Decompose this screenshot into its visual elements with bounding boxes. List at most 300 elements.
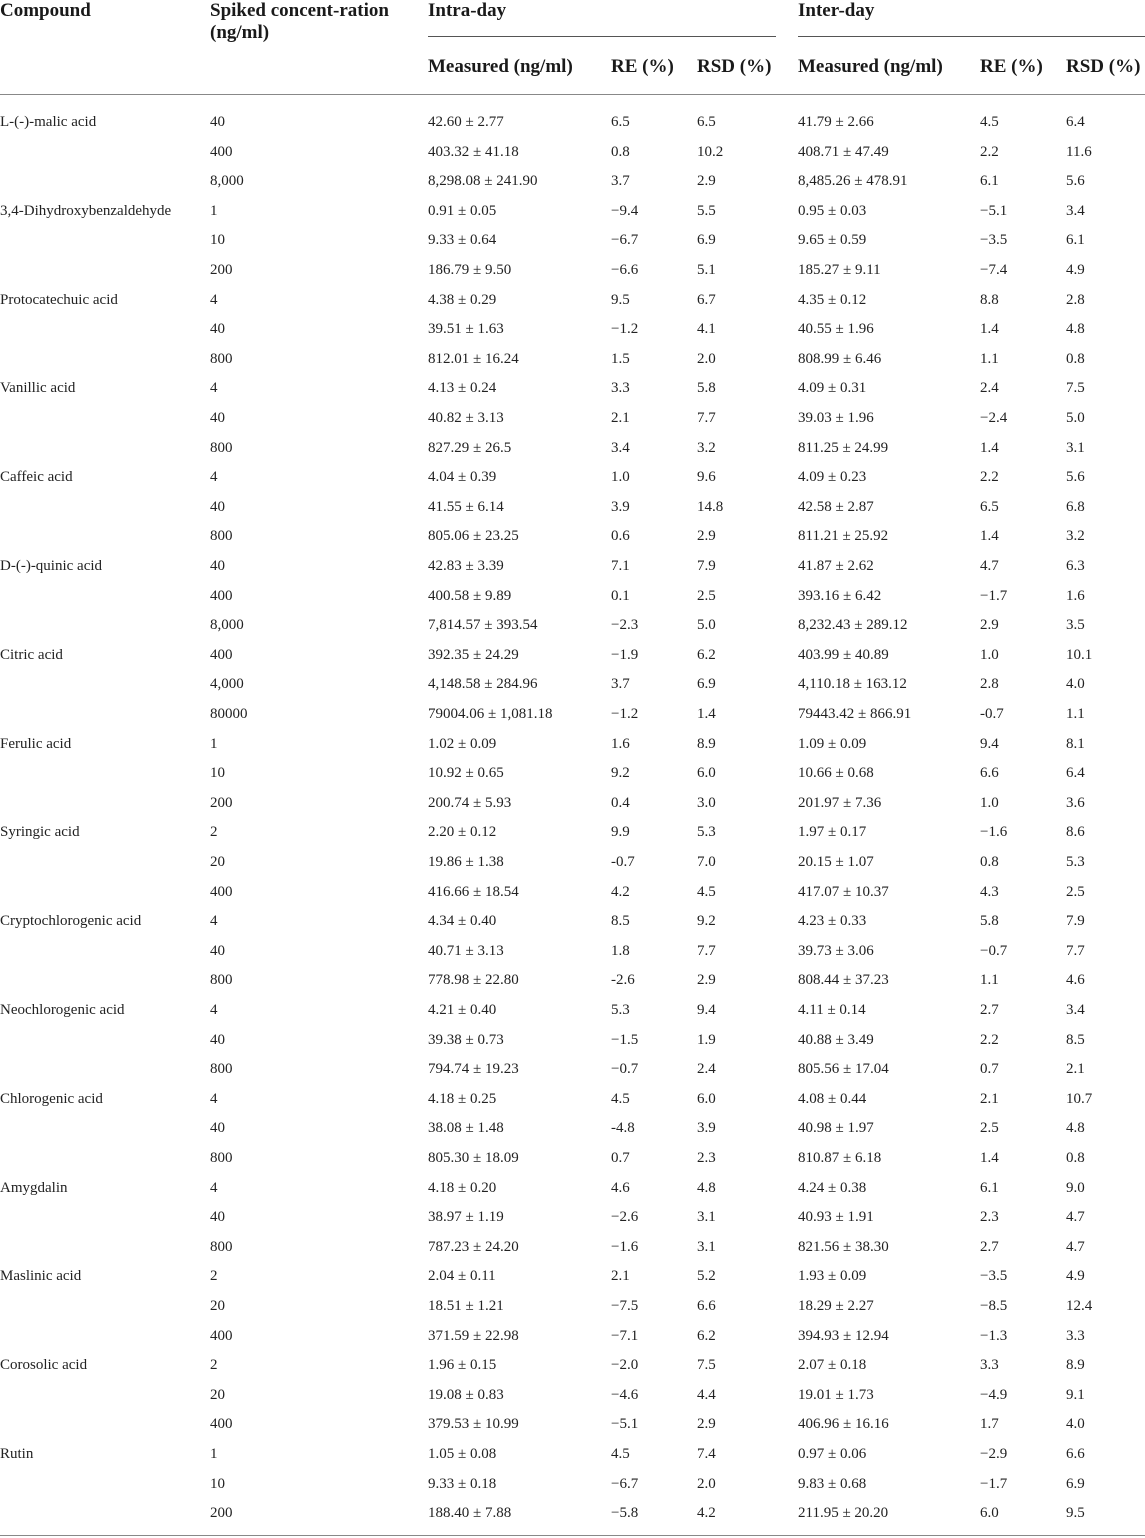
- intra-measured-cell: 38.08 ± 1.48: [428, 1120, 504, 1137]
- inter-rsd-cell: 4.9: [1066, 1268, 1085, 1285]
- inter-measured-cell: 39.03 ± 1.96: [798, 410, 874, 426]
- table-row: [0, 942, 1145, 972]
- inter-re-cell: −3.5: [980, 1268, 1008, 1285]
- table-row: [0, 1031, 1145, 1061]
- inter-measured-cell: 9.83 ± 0.68: [798, 1475, 867, 1492]
- inter-rsd-cell: 7.7: [1066, 942, 1085, 959]
- intra-rsd-cell: 2.9: [697, 173, 716, 190]
- inter-re-cell: 6.5: [980, 498, 999, 515]
- concentration-cell: 400: [210, 1327, 233, 1344]
- compound-cell: 3,4-Dihydroxybenzaldehyde: [0, 202, 172, 219]
- table-row: [0, 113, 1145, 143]
- inter-measured-cell: 8,232.43 ± 289.12: [798, 617, 908, 634]
- inter-re-cell: 1.0: [980, 646, 999, 663]
- intra-measured-cell: 4.21 ± 0.40: [428, 1002, 497, 1018]
- inter-measured-cell: 808.44 ± 37.23: [798, 972, 889, 989]
- inter-re-cell: 4.7: [980, 558, 999, 574]
- intra-measured-cell: 0.91 ± 0.05: [428, 202, 497, 219]
- inter-rsd-cell: 7.5: [1066, 380, 1085, 397]
- inter-re-cell: 2.2: [980, 143, 999, 160]
- inter-measured-cell: 408.71 ± 47.49: [798, 143, 889, 160]
- inter-re-cell: −2.4: [980, 410, 1008, 426]
- table-row: [0, 291, 1145, 321]
- inter-re-cell: 6.1: [980, 173, 999, 190]
- compound-cell: Syringic acid: [0, 824, 80, 841]
- inter-measured-cell: 2.07 ± 0.18: [798, 1357, 867, 1374]
- inter-re-cell: 1.1: [980, 972, 999, 989]
- table-row: [0, 971, 1145, 1001]
- intra-re-cell: -2.6: [611, 972, 635, 989]
- inter-re-cell: 4.3: [980, 883, 999, 900]
- intra-rsd-cell: 3.1: [697, 1238, 716, 1255]
- inter-rsd-cell: 4.7: [1066, 1209, 1085, 1226]
- inter-rsd-cell: 3.5: [1066, 617, 1085, 634]
- intra-re-cell: 1.5: [611, 350, 630, 367]
- concentration-cell: 400: [210, 587, 233, 604]
- concentration-cell: 200: [210, 1505, 233, 1522]
- inter-measured-cell: 811.21 ± 25.92: [798, 528, 889, 545]
- intra-rsd-cell: 6.9: [697, 676, 716, 693]
- intra-re-cell: 5.3: [611, 1002, 630, 1018]
- intra-measured-cell: 371.59 ± 22.98: [428, 1327, 519, 1344]
- table-row: [0, 350, 1145, 380]
- intra-rsd-cell: 2.9: [697, 972, 716, 989]
- intra-rsd-cell: 6.0: [697, 765, 716, 782]
- intra-rsd-cell: 5.2: [697, 1268, 716, 1285]
- intra-rsd-cell: 9.4: [697, 1002, 716, 1018]
- inter-measured-cell: 185.27 ± 9.11: [798, 262, 881, 278]
- inter-measured-cell: 808.99 ± 6.46: [798, 350, 882, 367]
- table-row: [0, 202, 1145, 232]
- inter-re-cell: 3.3: [980, 1357, 999, 1374]
- inter-measured-cell: 403.99 ± 40.89: [798, 646, 889, 663]
- table-row: [0, 261, 1145, 291]
- table-row: [0, 1238, 1145, 1268]
- concentration-cell: 8,000: [210, 173, 244, 190]
- intra-measured-cell: 19.86 ± 1.38: [428, 854, 504, 870]
- intra-measured-cell: 812.01 ± 16.24: [428, 350, 519, 367]
- intra-measured-cell: 400.58 ± 9.89: [428, 587, 512, 604]
- header-inter-rsd: RSD (%): [1066, 56, 1141, 77]
- intra-re-cell: −9.4: [611, 202, 639, 219]
- inter-measured-cell: 393.16 ± 6.42: [798, 587, 882, 604]
- concentration-cell: 20: [210, 1298, 225, 1314]
- intra-re-cell: −1.6: [611, 1238, 639, 1255]
- concentration-cell: 200: [210, 794, 233, 811]
- concentration-cell: 4: [210, 380, 218, 397]
- table-row: [0, 1060, 1145, 1090]
- inter-measured-cell: 201.97 ± 7.36: [798, 794, 882, 811]
- concentration-cell: 80000: [210, 706, 248, 722]
- inter-rsd-cell: 3.4: [1066, 202, 1085, 219]
- inter-measured-cell: 810.87 ± 6.18: [798, 1150, 882, 1166]
- inter-re-cell: 9.4: [980, 735, 999, 752]
- concentration-cell: 800: [210, 1150, 233, 1166]
- concentration-cell: 20: [210, 854, 225, 870]
- intra-re-cell: −1.2: [611, 321, 639, 338]
- table-row: [0, 646, 1145, 676]
- inter-measured-cell: 18.29 ± 2.27: [798, 1298, 874, 1314]
- inter-re-cell: 2.9: [980, 617, 999, 634]
- compound-cell: Vanillic acid: [0, 380, 76, 397]
- concentration-cell: 4,000: [210, 676, 244, 693]
- inter-rsd-cell: 8.1: [1066, 735, 1085, 752]
- compound-cell: Cryptochlorogenic acid: [0, 913, 142, 930]
- inter-rsd-cell: 11.6: [1066, 143, 1092, 160]
- intra-rsd-cell: 7.9: [697, 558, 716, 574]
- inter-measured-cell: 8,485.26 ± 478.91: [798, 173, 908, 190]
- intra-measured-cell: 2.04 ± 0.11: [428, 1268, 496, 1285]
- intra-measured-cell: 40.82 ± 3.13: [428, 410, 504, 426]
- inter-measured-cell: 9.65 ± 0.59: [798, 232, 867, 249]
- inter-measured-cell: 4.35 ± 0.12: [798, 291, 867, 308]
- table-row: [0, 1267, 1145, 1297]
- table-row: [0, 468, 1145, 498]
- concentration-cell: 4: [210, 1002, 218, 1018]
- inter-measured-cell: 4.24 ± 0.38: [798, 1179, 867, 1196]
- concentration-cell: 800: [210, 439, 233, 456]
- intra-re-cell: −1.9: [611, 646, 639, 663]
- intra-rsd-cell: 7.4: [697, 1446, 716, 1462]
- intra-re-cell: −7.5: [611, 1298, 639, 1314]
- inter-re-cell: 2.8: [980, 676, 999, 693]
- intra-rsd-cell: 14.8: [697, 498, 724, 515]
- concentration-cell: 2: [210, 1357, 218, 1374]
- intra-measured-cell: 403.32 ± 41.18: [428, 143, 519, 160]
- concentration-cell: 2: [210, 824, 218, 841]
- inter-re-cell: 6.6: [980, 765, 999, 782]
- intra-measured-cell: 40.71 ± 3.13: [428, 942, 504, 959]
- table-row: [0, 527, 1145, 557]
- intra-measured-cell: 416.66 ± 18.54: [428, 883, 519, 900]
- inter-re-cell: 1.4: [980, 439, 999, 456]
- intra-rsd-cell: 4.5: [697, 883, 716, 900]
- intra-re-cell: −2.0: [611, 1357, 639, 1374]
- table-row: [0, 675, 1145, 705]
- inter-rsd-cell: 1.6: [1066, 587, 1085, 604]
- intra-measured-cell: 4.18 ± 0.25: [428, 1090, 497, 1107]
- compound-cell: Chlorogenic acid: [0, 1090, 103, 1107]
- intra-re-cell: −6.7: [611, 232, 639, 249]
- inter-rsd-cell: 6.4: [1066, 765, 1085, 782]
- inter-re-cell: −1.7: [980, 587, 1008, 604]
- concentration-cell: 4: [210, 1090, 218, 1107]
- inter-re-cell: 2.2: [980, 469, 999, 486]
- inter-measured-cell: 4.11 ± 0.14: [798, 1002, 866, 1018]
- concentration-cell: 800: [210, 1061, 233, 1078]
- table-row: [0, 912, 1145, 942]
- intra-rsd-cell: 8.9: [697, 735, 716, 752]
- table-row: [0, 320, 1145, 350]
- inter-rsd-cell: 5.0: [1066, 410, 1085, 426]
- inter-rsd-cell: 2.8: [1066, 291, 1085, 308]
- concentration-cell: 4: [210, 1179, 218, 1196]
- compound-cell: Maslinic acid: [0, 1268, 82, 1285]
- inter-rsd-cell: 10.7: [1066, 1090, 1093, 1107]
- header-intra-measured: Measured (ng/ml): [428, 56, 573, 77]
- inter-rsd-cell: 3.3: [1066, 1327, 1085, 1344]
- intra-rsd-cell: 6.6: [697, 1298, 716, 1314]
- inter-measured-cell: 42.58 ± 2.87: [798, 498, 874, 515]
- intra-measured-cell: 1.02 ± 0.09: [428, 735, 497, 752]
- inter-re-cell: 5.8: [980, 913, 999, 930]
- header-inter-re: RE (%): [980, 56, 1043, 77]
- concentration-cell: 200: [210, 262, 233, 278]
- concentration-cell: 800: [210, 972, 233, 989]
- inter-rsd-cell: 0.8: [1066, 1150, 1085, 1166]
- inter-rsd-cell: 3.1: [1066, 439, 1085, 456]
- inter-re-cell: 6.1: [980, 1179, 999, 1196]
- intra-measured-cell: 4.38 ± 0.29: [428, 291, 497, 308]
- concentration-cell: 40: [210, 114, 225, 130]
- inter-measured-cell: 39.73 ± 3.06: [798, 942, 874, 959]
- inter-rsd-cell: 12.4: [1066, 1298, 1093, 1314]
- inter-re-cell: 0.7: [980, 1061, 999, 1078]
- inter-re-cell: 2.1: [980, 1090, 999, 1107]
- concentration-cell: 10: [210, 765, 225, 782]
- table-row: [0, 705, 1145, 735]
- concentration-cell: 4: [210, 291, 218, 308]
- inter-rsd-cell: 2.5: [1066, 883, 1085, 900]
- intra-measured-cell: 794.74 ± 19.23: [428, 1061, 519, 1078]
- inter-measured-cell: 40.93 ± 1.91: [798, 1209, 874, 1226]
- header-bottom-rule: [0, 94, 1145, 95]
- concentration-cell: 400: [210, 646, 233, 663]
- concentration-cell: 40: [210, 498, 225, 515]
- intra-measured-cell: 1.05 ± 0.08: [428, 1446, 497, 1462]
- inter-rsd-cell: 2.1: [1066, 1061, 1085, 1078]
- intra-rsd-cell: 6.5: [697, 114, 716, 130]
- inter-re-cell: −1.6: [980, 824, 1008, 841]
- table-row: [0, 1386, 1145, 1416]
- inter-re-cell: 6.0: [980, 1505, 999, 1522]
- intra-measured-cell: 4.04 ± 0.39: [428, 469, 497, 486]
- intra-measured-cell: 42.60 ± 2.77: [428, 114, 504, 130]
- intra-rsd-cell: 1.4: [697, 706, 716, 722]
- intra-measured-cell: 805.06 ± 23.25: [428, 528, 519, 545]
- concentration-cell: 800: [210, 350, 233, 367]
- intra-re-cell: -4.8: [611, 1120, 635, 1137]
- inter-rsd-cell: 4.6: [1066, 972, 1085, 989]
- inter-measured-cell: 4.08 ± 0.44: [798, 1090, 867, 1107]
- inter-measured-cell: 20.15 ± 1.07: [798, 854, 874, 870]
- inter-measured-cell: 1.97 ± 0.17: [798, 824, 867, 841]
- intra-re-cell: 0.1: [611, 587, 630, 604]
- intra-measured-cell: 805.30 ± 18.09: [428, 1150, 519, 1166]
- inter-rsd-cell: 5.3: [1066, 854, 1085, 870]
- intra-re-cell: −2.3: [611, 617, 639, 634]
- intra-measured-cell: 10.92 ± 0.65: [428, 765, 504, 782]
- table-row: [0, 231, 1145, 261]
- inter-re-cell: 2.7: [980, 1238, 999, 1255]
- inter-rsd-cell: 10.1: [1066, 646, 1093, 663]
- intra-rsd-cell: 3.2: [697, 439, 716, 456]
- intra-rsd-cell: 9.2: [697, 913, 716, 930]
- table-row: [0, 1445, 1145, 1475]
- intra-measured-cell: 7,814.57 ± 393.54: [428, 617, 538, 634]
- intra-re-cell: 1.0: [611, 469, 630, 486]
- concentration-cell: 10: [210, 232, 225, 249]
- inter-rsd-cell: 0.8: [1066, 350, 1085, 367]
- inter-day-underline: [798, 36, 1145, 37]
- table-row: [0, 439, 1145, 469]
- inter-measured-cell: 40.55 ± 1.96: [798, 321, 874, 338]
- intra-measured-cell: 79004.06 ± 1,081.18: [428, 706, 553, 722]
- table-row: [0, 764, 1145, 794]
- inter-measured-cell: 10.66 ± 0.68: [798, 765, 874, 782]
- table-bottom-rule: [0, 1535, 1145, 1536]
- inter-measured-cell: 1.09 ± 0.09: [798, 735, 867, 752]
- inter-rsd-cell: 9.1: [1066, 1386, 1085, 1403]
- intra-measured-cell: 38.97 ± 1.19: [428, 1209, 504, 1226]
- concentration-cell: 1: [210, 1446, 218, 1462]
- table-row: [0, 1415, 1145, 1445]
- intra-re-cell: 0.6: [611, 528, 630, 545]
- intra-measured-cell: 4,148.58 ± 284.96: [428, 676, 538, 693]
- inter-measured-cell: 821.56 ± 38.30: [798, 1238, 889, 1255]
- concentration-cell: 4: [210, 469, 218, 486]
- table-row: [0, 853, 1145, 883]
- intra-re-cell: 0.4: [611, 794, 630, 811]
- inter-re-cell: −1.7: [980, 1475, 1008, 1492]
- intra-rsd-cell: 6.2: [697, 646, 716, 663]
- intra-rsd-cell: 2.4: [697, 1061, 716, 1078]
- inter-rsd-cell: 6.6: [1066, 1446, 1085, 1462]
- intra-re-cell: 4.5: [611, 1446, 630, 1462]
- inter-rsd-cell: 8.5: [1066, 1031, 1085, 1048]
- intra-measured-cell: 186.79 ± 9.50: [428, 262, 512, 278]
- intra-rsd-cell: 2.0: [697, 350, 716, 367]
- inter-rsd-cell: 6.9: [1066, 1475, 1085, 1492]
- concentration-cell: 1: [210, 735, 218, 752]
- table-row: [0, 794, 1145, 824]
- intra-rsd-cell: 2.5: [697, 587, 716, 604]
- table-row: [0, 498, 1145, 528]
- header-spiked-concentration: Spiked concent-ration (ng/ml): [210, 0, 389, 43]
- intra-re-cell: 0.7: [611, 1150, 630, 1166]
- inter-rsd-cell: 4.0: [1066, 676, 1085, 693]
- intra-rsd-cell: 5.8: [697, 380, 716, 397]
- intra-rsd-cell: 2.3: [697, 1150, 716, 1166]
- table-row: [0, 1149, 1145, 1179]
- inter-rsd-cell: 4.0: [1066, 1416, 1085, 1433]
- compound-cell: Protocatechuic acid: [0, 291, 118, 308]
- header-intra-day: Intra-day: [428, 0, 507, 21]
- table-row: [0, 735, 1145, 765]
- intra-re-cell: −6.7: [611, 1475, 639, 1492]
- intra-measured-cell: 4.13 ± 0.24: [428, 380, 497, 397]
- intra-rsd-cell: 5.0: [697, 617, 716, 634]
- intra-measured-cell: 18.51 ± 1.21: [428, 1298, 504, 1314]
- intra-day-underline: [428, 36, 776, 37]
- inter-rsd-cell: 9.5: [1066, 1505, 1085, 1522]
- header-inter-day: Inter-day: [798, 0, 875, 21]
- compound-cell: Corosolic acid: [0, 1357, 88, 1374]
- inter-measured-cell: 0.95 ± 0.03: [798, 202, 867, 219]
- intra-re-cell: 4.6: [611, 1179, 630, 1196]
- intra-rsd-cell: 1.9: [697, 1031, 716, 1048]
- inter-rsd-cell: 6.4: [1066, 114, 1085, 130]
- intra-re-cell: −0.7: [611, 1061, 639, 1078]
- inter-re-cell: −4.9: [980, 1386, 1008, 1403]
- intra-rsd-cell: 6.7: [697, 291, 716, 308]
- inter-rsd-cell: 5.6: [1066, 469, 1085, 486]
- inter-measured-cell: 406.96 ± 16.16: [798, 1416, 889, 1433]
- inter-measured-cell: 4.09 ± 0.23: [798, 469, 867, 486]
- intra-rsd-cell: 2.9: [697, 1416, 716, 1433]
- inter-re-cell: 1.1: [980, 350, 999, 367]
- concentration-cell: 800: [210, 1238, 233, 1255]
- intra-measured-cell: 9.33 ± 0.18: [428, 1475, 497, 1492]
- intra-rsd-cell: 7.7: [697, 410, 716, 426]
- intra-rsd-cell: 4.8: [697, 1179, 716, 1196]
- concentration-cell: 1: [210, 202, 218, 219]
- table-row: [0, 1208, 1145, 1238]
- concentration-cell: 8,000: [210, 617, 244, 634]
- header-intra-re: RE (%): [611, 56, 674, 77]
- intra-measured-cell: 19.08 ± 0.83: [428, 1386, 504, 1403]
- inter-rsd-cell: 6.1: [1066, 232, 1085, 249]
- concentration-cell: 2: [210, 1268, 218, 1285]
- table-row: [0, 587, 1145, 617]
- intra-rsd-cell: 4.2: [697, 1505, 716, 1522]
- intra-rsd-cell: 5.1: [697, 262, 716, 278]
- inter-measured-cell: 211.95 ± 20.20: [798, 1505, 889, 1522]
- compound-cell: Ferulic acid: [0, 735, 72, 752]
- table-row: [0, 1475, 1145, 1505]
- intra-re-cell: 1.6: [611, 735, 630, 752]
- intra-rsd-cell: 6.9: [697, 232, 716, 249]
- inter-rsd-cell: 6.8: [1066, 498, 1085, 515]
- intra-measured-cell: 42.83 ± 3.39: [428, 558, 504, 574]
- intra-rsd-cell: 7.7: [697, 942, 716, 959]
- intra-re-cell: −4.6: [611, 1386, 639, 1403]
- concentration-cell: 40: [210, 410, 225, 426]
- inter-re-cell: −0.7: [980, 942, 1008, 959]
- intra-rsd-cell: 10.2: [697, 143, 724, 160]
- intra-measured-cell: 39.51 ± 1.63: [428, 321, 504, 338]
- inter-re-cell: 2.2: [980, 1031, 999, 1048]
- inter-rsd-cell: 3.6: [1066, 794, 1085, 811]
- table-row: [0, 1297, 1145, 1327]
- concentration-cell: 400: [210, 143, 233, 160]
- inter-rsd-cell: 5.6: [1066, 173, 1085, 190]
- intra-re-cell: 4.2: [611, 883, 630, 900]
- intra-rsd-cell: 7.0: [697, 854, 716, 870]
- table-row: [0, 143, 1145, 173]
- intra-re-cell: −6.6: [611, 262, 639, 278]
- inter-rsd-cell: 1.1: [1066, 706, 1085, 722]
- table-row: [0, 1327, 1145, 1357]
- concentration-cell: 40: [210, 1209, 225, 1226]
- inter-re-cell: 1.7: [980, 1416, 999, 1433]
- inter-re-cell: -0.7: [980, 706, 1004, 722]
- inter-measured-cell: 19.01 ± 1.73: [798, 1386, 874, 1403]
- intra-re-cell: −1.5: [611, 1031, 639, 1048]
- concentration-cell: 40: [210, 558, 225, 574]
- intra-measured-cell: 200.74 ± 5.93: [428, 794, 512, 811]
- concentration-cell: 4: [210, 913, 218, 930]
- inter-rsd-cell: 9.0: [1066, 1179, 1085, 1196]
- header-inter-measured: Measured (ng/ml): [798, 56, 943, 77]
- intra-re-cell: 2.1: [611, 1268, 630, 1285]
- intra-measured-cell: 4.34 ± 0.40: [428, 913, 497, 930]
- table-row: [0, 379, 1145, 409]
- intra-re-cell: −2.6: [611, 1209, 639, 1226]
- intra-re-cell: 9.5: [611, 291, 630, 308]
- intra-re-cell: -0.7: [611, 854, 635, 870]
- inter-re-cell: −1.3: [980, 1327, 1008, 1344]
